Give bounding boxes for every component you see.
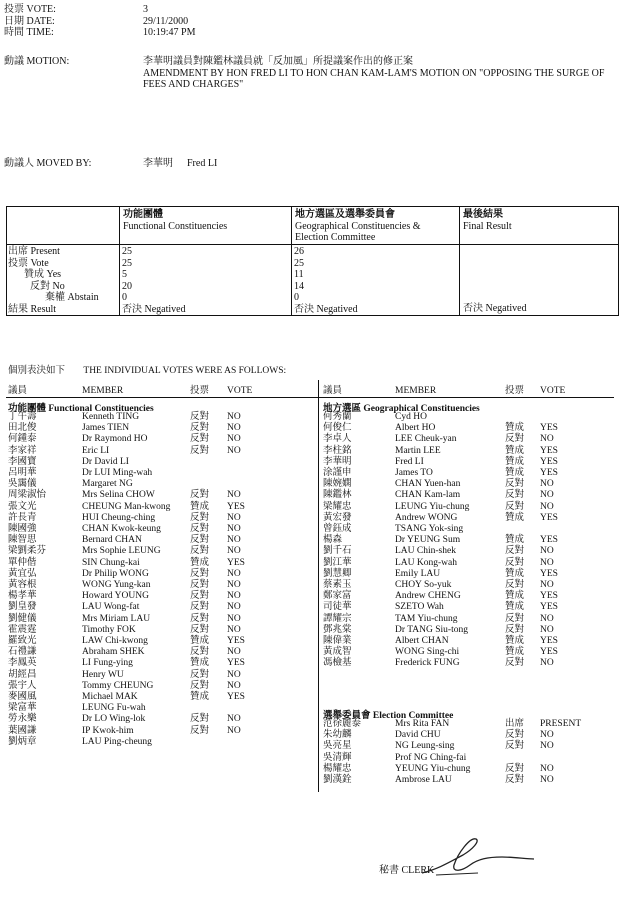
vote-zh: 贊成 bbox=[505, 445, 525, 456]
header-vote-en-left: VOTE bbox=[227, 386, 253, 396]
motion-label: 動議 MOTION: bbox=[4, 56, 70, 67]
vote-zh: 反對 bbox=[505, 501, 525, 512]
votes-intro-en: THE INDIVIDUAL VOTES WERE AS FOLLOWS: bbox=[83, 366, 287, 376]
gc-abstain: 0 bbox=[294, 292, 299, 303]
vote-number: 3 bbox=[143, 4, 148, 15]
vote-en: NO bbox=[540, 624, 554, 635]
gc-section-title: 地方選區 Geographical Constituencies bbox=[323, 404, 480, 414]
vote-en: NO bbox=[540, 501, 554, 512]
member-name-en: CHOY So-yuk bbox=[395, 580, 452, 590]
vote-zh: 反對 bbox=[190, 613, 210, 624]
vote-zh: 反對 bbox=[505, 546, 525, 557]
vote-zh: 反對 bbox=[505, 434, 525, 445]
member-name-zh: 范徐麗泰 bbox=[323, 719, 362, 729]
mover-en: Fred LI bbox=[187, 158, 218, 169]
member-name-en: Andrew WONG bbox=[395, 512, 458, 523]
member-name-en: Dr Raymond HO bbox=[82, 434, 148, 445]
member-name-zh: 劉江華 bbox=[323, 557, 352, 568]
member-name-en: CHAN Kam-lam bbox=[395, 490, 461, 501]
member-name-zh: 吳靄儀 bbox=[8, 479, 37, 490]
motion-zh: 李華明議員對陳鑑林議員就「反加風」所提議案作出的修正案 bbox=[143, 56, 413, 67]
votes-header-rule bbox=[6, 397, 614, 398]
vote-zh: 反對 bbox=[190, 680, 210, 691]
header-vote-en-right: VOTE bbox=[540, 386, 566, 396]
vote-zh: 贊成 bbox=[190, 557, 210, 568]
member-name-zh: 黃宏發 bbox=[323, 512, 352, 523]
member-name-zh: 朱幼麟 bbox=[323, 730, 352, 741]
vote-en: NO bbox=[540, 557, 554, 568]
member-name-en: Mrs Rita FAN bbox=[395, 719, 450, 729]
member-name-en: CHEUNG Man-kwong bbox=[82, 501, 171, 512]
member-name-zh: 李鳳英 bbox=[8, 658, 37, 669]
vote-en: NO bbox=[540, 741, 554, 752]
vote-zh: 贊成 bbox=[505, 591, 525, 602]
header-labels bbox=[4, 4, 56, 39]
member-name-en: TAM Yiu-chung bbox=[395, 613, 458, 624]
member-name-zh: 劉千石 bbox=[323, 546, 352, 557]
member-name-en: Andrew CHENG bbox=[395, 591, 461, 602]
member-name-en: Emily LAU bbox=[395, 568, 441, 579]
member-name-en: Michael MAK bbox=[82, 692, 138, 702]
member-name-zh: 李華明 bbox=[323, 456, 352, 467]
vote-zh: 贊成 bbox=[190, 658, 210, 669]
member-name-en: Martin LEE bbox=[395, 445, 441, 456]
member-name-en: Dr David LI bbox=[82, 456, 129, 467]
vote-zh: 反對 bbox=[190, 445, 210, 456]
member-name-zh: 楊孝華 bbox=[8, 591, 37, 602]
member-name-en: LAU Wong-fat bbox=[82, 602, 140, 613]
member-name-zh: 丁午壽 bbox=[8, 412, 37, 422]
member-name-zh: 黃容根 bbox=[8, 580, 37, 590]
vote-zh: 贊成 bbox=[505, 456, 525, 467]
vote-zh: 反對 bbox=[505, 580, 525, 590]
header-vote-zh-left: 投票 bbox=[190, 386, 210, 396]
vote-en: NO bbox=[227, 725, 241, 736]
vote-en: NO bbox=[540, 580, 554, 590]
member-name-zh: 何鍾泰 bbox=[8, 434, 37, 445]
vote-zh: 反對 bbox=[190, 412, 210, 422]
vote-en: NO bbox=[227, 714, 241, 725]
member-name-zh: 李卓人 bbox=[323, 434, 352, 445]
vote-en: YES bbox=[540, 602, 558, 613]
fc-abstain: 0 bbox=[122, 292, 127, 303]
vote-zh: 贊成 bbox=[190, 501, 210, 512]
member-name-zh: 陳婉嫻 bbox=[323, 479, 352, 490]
vote-zh: 贊成 bbox=[505, 568, 525, 579]
vote-zh: 反對 bbox=[190, 524, 210, 534]
vote-en: YES bbox=[540, 568, 558, 579]
member-name-zh: 陳智思 bbox=[8, 535, 37, 546]
member-name-zh: 張宇人 bbox=[8, 680, 37, 691]
fc-section-title: 功能團體 Functional Constituencies bbox=[8, 404, 154, 414]
member-name-zh: 石禮謙 bbox=[8, 647, 37, 658]
member-name-en: Mrs Sophie LEUNG bbox=[82, 546, 161, 557]
vote-zh: 反對 bbox=[190, 490, 210, 501]
vote-en: NO bbox=[227, 591, 241, 602]
member-name-en: Henry WU bbox=[82, 669, 124, 680]
vote-zh: 反對 bbox=[190, 624, 210, 635]
vote-zh: 反對 bbox=[190, 434, 210, 445]
vote-zh: 反對 bbox=[190, 568, 210, 579]
vote-en: YES bbox=[227, 636, 245, 646]
vote-en: YES bbox=[540, 647, 558, 658]
member-name-zh: 霍震霆 bbox=[8, 624, 37, 635]
member-name-en: Eric LI bbox=[82, 445, 110, 456]
row-label-result: 結果 Result bbox=[8, 303, 57, 315]
vote-en: YES bbox=[540, 636, 558, 646]
vote-en: PRESENT bbox=[540, 719, 582, 729]
member-name-en: Dr LO Wing-lok bbox=[82, 714, 146, 725]
summary-col-divider bbox=[459, 207, 460, 315]
mover-value bbox=[143, 158, 231, 170]
vote-label: 投票 VOTE: bbox=[4, 4, 56, 15]
summary-fc-values bbox=[122, 246, 186, 315]
member-name-zh: 胡經昌 bbox=[8, 669, 37, 680]
summary-head-final-en: Final Result bbox=[463, 220, 512, 232]
member-name-en: Fred LI bbox=[395, 456, 424, 467]
vote-zh: 贊成 bbox=[505, 602, 525, 613]
header-member-en-left: MEMBER bbox=[82, 386, 124, 396]
member-name-en: Cyd HO bbox=[395, 412, 427, 422]
summary-head-final-zh: 最後結果 bbox=[463, 209, 503, 220]
row-label-no: 反對 No bbox=[30, 280, 65, 292]
votes-intro bbox=[8, 366, 286, 377]
vote-en: YES bbox=[540, 468, 558, 478]
vote-zh: 反對 bbox=[505, 613, 525, 624]
member-name-zh: 何秀蘭 bbox=[323, 412, 352, 422]
vote-en: YES bbox=[540, 456, 558, 467]
member-name-zh: 李國寶 bbox=[8, 456, 37, 467]
vote-en: YES bbox=[540, 535, 558, 546]
vote-en: NO bbox=[540, 490, 554, 501]
member-name-zh: 吳亮星 bbox=[323, 741, 352, 752]
header-vote-zh-right: 投票 bbox=[505, 386, 525, 396]
vote-zh: 反對 bbox=[190, 512, 210, 523]
summary-table bbox=[6, 206, 619, 316]
vote-zh: 贊成 bbox=[505, 647, 525, 658]
vote-zh: 贊成 bbox=[190, 636, 210, 646]
mover-zh: 李華明 bbox=[143, 158, 173, 169]
member-name-en: LI Fung-ying bbox=[82, 658, 133, 669]
member-name-en: LAU Ping-cheung bbox=[82, 736, 152, 747]
fc-yes: 5 bbox=[122, 269, 127, 280]
ec-section-title: 選舉委員會 Election Committee bbox=[323, 711, 454, 721]
vote-en: NO bbox=[227, 647, 241, 658]
clerk-signature bbox=[418, 833, 538, 883]
member-name-en: LAW Chi-kwong bbox=[82, 636, 148, 646]
vote-time: 10:19:47 PM bbox=[143, 27, 196, 38]
vote-en: NO bbox=[227, 445, 241, 456]
motion-text bbox=[143, 56, 613, 91]
vote-zh: 反對 bbox=[505, 490, 525, 501]
member-name-en: Dr LUI Ming-wah bbox=[82, 468, 153, 478]
gc-result: 否決 Negatived bbox=[294, 303, 358, 315]
member-name-zh: 司徒華 bbox=[323, 602, 352, 613]
member-name-en: Kenneth TING bbox=[82, 412, 140, 422]
vote-en: NO bbox=[227, 680, 241, 691]
vote-zh: 反對 bbox=[190, 591, 210, 602]
vote-en: NO bbox=[540, 775, 554, 785]
vote-zh: 反對 bbox=[190, 669, 210, 680]
vote-en: NO bbox=[540, 763, 554, 774]
vote-en: YES bbox=[227, 692, 245, 702]
summary-col-divider bbox=[119, 207, 120, 315]
vote-en: NO bbox=[227, 412, 241, 422]
vote-zh: 反對 bbox=[505, 658, 525, 669]
fc-vote: 25 bbox=[122, 257, 132, 269]
member-name-en: James TIEN bbox=[82, 423, 130, 434]
summary-head-final bbox=[463, 209, 512, 232]
summary-head-fc bbox=[123, 209, 227, 232]
vote-en: YES bbox=[227, 658, 245, 669]
vote-en: YES bbox=[540, 512, 558, 523]
vote-en: NO bbox=[540, 479, 554, 490]
member-name-en: Mrs Miriam LAU bbox=[82, 613, 151, 624]
member-name-zh: 鄭家富 bbox=[323, 591, 352, 602]
vote-en: NO bbox=[227, 602, 241, 613]
header-member-zh-left: 議員 bbox=[8, 386, 28, 396]
member-name-en: David CHU bbox=[395, 730, 441, 741]
summary-head-fc-zh: 功能團體 bbox=[123, 209, 163, 220]
member-name-en: Abraham SHEK bbox=[82, 647, 145, 658]
vote-zh: 贊成 bbox=[505, 512, 525, 523]
header-member-en-right: MEMBER bbox=[395, 386, 437, 396]
member-name-zh: 譚耀宗 bbox=[323, 613, 352, 624]
vote-zh: 反對 bbox=[505, 741, 525, 752]
vote-zh: 反對 bbox=[190, 602, 210, 613]
vote-zh: 反對 bbox=[505, 557, 525, 568]
vote-en: YES bbox=[540, 423, 558, 434]
member-name-en: WONG Yung-kan bbox=[82, 580, 151, 590]
member-name-zh: 周梁淑怡 bbox=[8, 490, 47, 501]
member-name-en: IP Kwok-him bbox=[82, 725, 134, 736]
member-name-zh: 單仲偕 bbox=[8, 557, 37, 568]
member-name-en: TSANG Yok-sing bbox=[395, 524, 464, 534]
gc-present: 26 bbox=[294, 246, 304, 257]
member-name-zh: 李柱銘 bbox=[323, 445, 352, 456]
gc-no: 14 bbox=[294, 280, 304, 292]
vote-en: NO bbox=[227, 669, 241, 680]
vote-zh: 贊成 bbox=[505, 468, 525, 478]
member-name-en: James TO bbox=[395, 468, 433, 478]
member-name-zh: 劉慧卿 bbox=[323, 568, 352, 579]
vote-en: NO bbox=[227, 535, 241, 546]
vote-en: NO bbox=[227, 568, 241, 579]
vote-zh: 贊成 bbox=[190, 692, 210, 702]
date-label: 日期 DATE: bbox=[4, 15, 55, 27]
member-name-en: Bernard CHAN bbox=[82, 535, 142, 546]
summary-header-divider bbox=[7, 244, 618, 245]
member-name-en: Howard YOUNG bbox=[82, 591, 149, 602]
member-name-en: YEUNG Yiu-chung bbox=[395, 763, 471, 774]
mover-label: 動議人 MOVED BY: bbox=[4, 158, 92, 169]
row-label-vote: 投票 Vote bbox=[8, 257, 49, 269]
vote-zh: 贊成 bbox=[505, 535, 525, 546]
member-name-en: SIN Chung-kai bbox=[82, 557, 140, 568]
member-name-zh: 黃宜弘 bbox=[8, 568, 37, 579]
member-name-zh: 劉健儀 bbox=[8, 613, 37, 624]
summary-head-fc-en: Functional Constituencies bbox=[123, 220, 228, 232]
member-name-en: LAU Kong-wah bbox=[395, 557, 458, 568]
vote-zh: 贊成 bbox=[505, 423, 525, 434]
member-name-zh: 陳國強 bbox=[8, 524, 37, 534]
vote-zh: 反對 bbox=[190, 423, 210, 434]
member-name-zh: 陳偉業 bbox=[323, 636, 352, 646]
member-name-en: Mrs Selina CHOW bbox=[82, 490, 155, 501]
time-label: 時間 TIME: bbox=[4, 27, 54, 38]
member-name-en: Dr Philip WONG bbox=[82, 568, 149, 579]
vote-zh: 反對 bbox=[505, 763, 525, 774]
fc-no: 20 bbox=[122, 280, 132, 292]
row-label-abstain: 棄權 Abstain bbox=[45, 292, 99, 303]
vote-en: NO bbox=[227, 423, 241, 434]
member-name-zh: 涂謹申 bbox=[323, 468, 352, 478]
member-name-en: NG Leung-sing bbox=[395, 741, 455, 752]
vote-en: NO bbox=[540, 434, 554, 445]
vote-zh: 反對 bbox=[190, 580, 210, 590]
member-name-en: CHAN Kwok-keung bbox=[82, 524, 161, 534]
vote-en: NO bbox=[227, 524, 241, 534]
vote-en: NO bbox=[227, 512, 241, 523]
member-name-zh: 勞永樂 bbox=[8, 714, 37, 725]
member-name-zh: 梁富華 bbox=[8, 703, 37, 714]
vote-en: NO bbox=[540, 613, 554, 624]
vote-zh: 反對 bbox=[505, 775, 525, 785]
vote-en: NO bbox=[227, 580, 241, 590]
gc-vote: 25 bbox=[294, 257, 304, 269]
member-name-zh: 劉漢銓 bbox=[323, 775, 352, 785]
vote-zh: 出席 bbox=[505, 719, 525, 729]
member-name-zh: 曾鈺成 bbox=[323, 524, 352, 534]
vote-en: NO bbox=[227, 624, 241, 635]
member-name-zh: 馮檢基 bbox=[323, 658, 352, 669]
fc-result: 否決 Negatived bbox=[122, 303, 186, 315]
header-values bbox=[143, 4, 196, 39]
member-name-zh: 麥國風 bbox=[8, 692, 37, 702]
vote-zh: 反對 bbox=[505, 479, 525, 490]
motion-en: AMENDMENT BY HON FRED LI TO HON CHAN KAM-LAM'S MOTION ON "OPPOSING THE SURGE OF FEES AND CHARGES" bbox=[143, 67, 605, 90]
member-name-zh: 蔡素玉 bbox=[323, 580, 352, 590]
member-name-en: Prof NG Ching-fai bbox=[395, 752, 467, 763]
member-name-en: Dr TANG Siu-tong bbox=[395, 624, 468, 635]
summary-head-gc-en: Geographical Constituencies & bbox=[295, 220, 421, 232]
vote-zh: 反對 bbox=[505, 624, 525, 635]
final-result: 否決 Negatived bbox=[463, 303, 527, 314]
row-label-present: 出席 Present bbox=[8, 246, 60, 257]
gc-yes: 11 bbox=[294, 269, 304, 280]
member-name-en: Timothy FOK bbox=[82, 624, 136, 635]
member-name-zh: 葉國謙 bbox=[8, 725, 37, 736]
vote-en: YES bbox=[227, 557, 245, 568]
votes-column-divider bbox=[318, 380, 319, 792]
summary-row-labels bbox=[8, 246, 99, 315]
vote-en: NO bbox=[540, 546, 554, 557]
header-member-zh-right: 議員 bbox=[323, 386, 343, 396]
member-name-zh: 黃成智 bbox=[323, 647, 352, 658]
vote-en: NO bbox=[227, 613, 241, 624]
summary-gc-values bbox=[294, 246, 358, 315]
vote-en: NO bbox=[227, 434, 241, 445]
vote-zh: 反對 bbox=[190, 647, 210, 658]
summary-head-gc-en2: Election Committee bbox=[295, 232, 376, 243]
member-name-zh: 劉皇發 bbox=[8, 602, 37, 613]
member-name-zh: 許長青 bbox=[8, 512, 37, 523]
vote-zh: 反對 bbox=[505, 730, 525, 741]
summary-head-gc bbox=[295, 209, 421, 244]
votes-intro-zh: 個別表決如下 bbox=[8, 366, 66, 376]
vote-en: YES bbox=[227, 501, 245, 512]
vote-zh: 贊成 bbox=[505, 636, 525, 646]
vote-en: NO bbox=[227, 490, 241, 501]
member-name-zh: 楊森 bbox=[323, 535, 343, 546]
member-name-en: CHAN Yuen-han bbox=[395, 479, 461, 490]
member-name-en: HUI Cheung-ching bbox=[82, 512, 156, 523]
member-name-en: LEE Cheuk-yan bbox=[395, 434, 457, 445]
vote-zh: 反對 bbox=[190, 714, 210, 725]
member-name-en: WONG Sing-chi bbox=[395, 647, 460, 658]
member-name-zh: 劉炳章 bbox=[8, 736, 37, 747]
member-name-en: Frederick FUNG bbox=[395, 658, 460, 669]
fc-present: 25 bbox=[122, 246, 132, 257]
vote-zh: 反對 bbox=[190, 725, 210, 736]
vote-date: 29/11/2000 bbox=[143, 15, 189, 27]
member-name-zh: 何俊仁 bbox=[323, 423, 352, 434]
member-name-zh: 陳鑑林 bbox=[323, 490, 352, 501]
member-name-en: Albert CHAN bbox=[395, 636, 449, 646]
member-name-en: Albert HO bbox=[395, 423, 436, 434]
member-name-zh: 鄧兆棠 bbox=[323, 624, 352, 635]
member-name-en: LEUNG Yiu-chung bbox=[395, 501, 470, 512]
member-name-zh: 梁劉柔芬 bbox=[8, 546, 47, 557]
row-label-yes: 贊成 Yes bbox=[24, 269, 62, 280]
vote-en: NO bbox=[540, 730, 554, 741]
member-name-zh: 張文光 bbox=[8, 501, 37, 512]
vote-zh: 反對 bbox=[190, 546, 210, 557]
vote-en: YES bbox=[540, 445, 558, 456]
member-name-en: SZETO Wah bbox=[395, 602, 444, 613]
vote-en: YES bbox=[540, 591, 558, 602]
vote-en: NO bbox=[227, 546, 241, 557]
member-name-en: Margaret NG bbox=[82, 479, 133, 490]
vote-en: NO bbox=[540, 658, 554, 669]
clerk-label: 秘書 CLERK bbox=[379, 865, 435, 876]
member-name-zh: 楊耀忠 bbox=[323, 763, 352, 774]
member-name-en: Dr YEUNG Sum bbox=[395, 535, 461, 546]
member-name-zh: 呂明華 bbox=[8, 468, 37, 478]
member-name-zh: 梁耀忠 bbox=[323, 501, 352, 512]
summary-head-gc-zh: 地方選區及選舉委員會 bbox=[295, 209, 395, 220]
member-name-zh: 田北俊 bbox=[8, 423, 37, 434]
member-name-en: Tommy CHEUNG bbox=[82, 680, 154, 691]
vote-zh: 反對 bbox=[190, 535, 210, 546]
member-name-zh: 李家祥 bbox=[8, 445, 37, 456]
member-name-en: LEUNG Fu-wah bbox=[82, 703, 146, 714]
member-name-zh: 吳清輝 bbox=[323, 752, 352, 763]
member-name-zh: 羅致光 bbox=[8, 636, 37, 646]
member-name-en: LAU Chin-shek bbox=[395, 546, 456, 557]
member-name-en: Ambrose LAU bbox=[395, 775, 452, 785]
summary-col-divider bbox=[291, 207, 292, 315]
